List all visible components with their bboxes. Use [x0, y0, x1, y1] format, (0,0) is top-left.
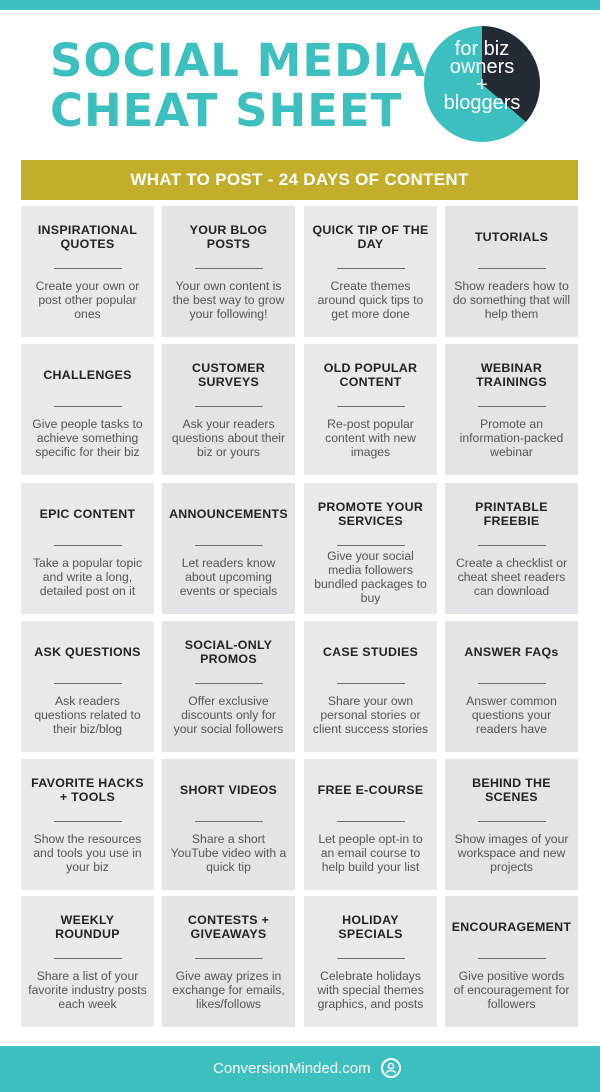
card-title: ASK QUESTIONS	[34, 645, 141, 659]
user-circle-icon	[381, 1058, 401, 1078]
card-description: Let people opt-in to an email course to help build your list	[318, 831, 423, 875]
content-card	[445, 344, 578, 475]
title-line-2: CHEAT SHEET	[50, 84, 403, 137]
badge-text	[424, 40, 540, 112]
card-description: Promote an information-packed webinar	[459, 416, 564, 460]
user-glyph	[383, 1060, 399, 1076]
content-card	[445, 759, 578, 890]
card-description: Show images of your workspace and new projects	[454, 831, 569, 875]
card-description: Ask readers questions related to their biz/blog	[34, 693, 141, 737]
content-card	[304, 344, 437, 475]
card-title: PROMOTE YOUR SERVICES	[317, 500, 424, 528]
content-card	[21, 344, 154, 475]
card-title: FAVORITE HACKS + TOOLS	[31, 776, 144, 804]
card-description: Give away prizes in exchange for emails, likes/follows	[172, 968, 285, 1012]
card-description: Let readers know about upcoming events or specials	[179, 555, 278, 599]
content-card	[162, 344, 295, 475]
card-description: Offer exclusive discounts only for your social followers	[173, 693, 284, 737]
card-description: Create a checklist or cheat sheet readers can download	[455, 555, 568, 599]
audience-badge	[424, 26, 540, 142]
content-card	[21, 206, 154, 337]
card-title: WEEKLY ROUNDUP	[55, 913, 120, 941]
badge-line-4: bloggers	[443, 92, 521, 114]
content-card	[162, 206, 295, 337]
card-description: Show readers how to do something that will help them	[452, 278, 571, 322]
footer-site-link[interactable]: ConversionMinded.com	[213, 1060, 371, 1077]
card-description: Ask your readers questions about their biz or yours	[171, 416, 286, 460]
content-card	[445, 206, 578, 337]
section-banner: WHAT TO POST - 24 DAYS OF CONTENT	[21, 160, 578, 200]
card-title: CHALLENGES	[43, 368, 132, 382]
card-title: TUTORIALS	[474, 230, 549, 244]
content-card	[304, 896, 437, 1027]
content-card	[162, 896, 295, 1027]
card-title: PRINTABLE FREEBIE	[475, 500, 548, 528]
badge-line-2: owners	[449, 56, 515, 78]
card-description: Give people tasks to achieve something specific for their biz	[32, 416, 143, 460]
content-card	[21, 896, 154, 1027]
card-description: Answer common questions your readers have	[466, 693, 557, 737]
card-description: Create themes around quick tips to get more done	[317, 278, 424, 322]
card-description: Give positive words of encouragement for followers	[453, 968, 570, 1012]
card-title: SOCIAL-ONLY PROMOS	[184, 638, 273, 666]
card-title: YOUR BLOG POSTS	[189, 223, 268, 251]
content-card	[445, 483, 578, 614]
content-card	[304, 759, 437, 890]
content-card	[21, 621, 154, 752]
card-description: Celebrate holidays with special themes graphics, and posts	[317, 968, 424, 1012]
content-card	[445, 621, 578, 752]
card-description: Re-post popular content with new images	[325, 416, 416, 460]
card-description: Take a popular topic and write a long, detailed post on it	[32, 555, 143, 599]
badge-line-3: +	[476, 74, 488, 96]
card-description: Share a list of your favorite industry posts each week	[28, 968, 147, 1012]
card-title: ANSWER FAQs	[464, 645, 559, 659]
content-card	[304, 206, 437, 337]
content-card	[162, 621, 295, 752]
footer-bar	[0, 1046, 600, 1092]
card-title: EPIC CONTENT	[39, 507, 136, 521]
card-title: SHORT VIDEOS	[179, 783, 278, 797]
card-description: Share your own personal stories or client success stories	[312, 693, 429, 737]
content-card	[304, 621, 437, 752]
card-description: Give your social media followers bundled packages to buy	[314, 548, 427, 606]
card-description: Share a short YouTube video with a quick tip	[170, 831, 287, 875]
title-line-1: SOCIAL MEDIA	[50, 34, 427, 87]
content-card	[21, 759, 154, 890]
content-card	[162, 759, 295, 890]
card-title: ANNOUNCEMENTS	[169, 507, 288, 521]
card-title: CONTESTS + GIVEAWAYS	[187, 913, 270, 941]
content-card	[21, 483, 154, 614]
card-description: Your own content is the best way to grow your following!	[172, 278, 285, 322]
card-title: HOLIDAY SPECIALS	[338, 913, 403, 941]
card-title: INSPIRATIONAL QUOTES	[37, 223, 138, 251]
card-description: Create your own or post other popular ones	[35, 278, 140, 322]
badge-line-1: for biz	[454, 38, 510, 60]
content-card	[304, 483, 437, 614]
content-card	[445, 896, 578, 1027]
card-title: CUSTOMER SURVEYS	[191, 361, 266, 389]
page-title	[50, 36, 430, 136]
card-title: CASE STUDIES	[322, 645, 419, 659]
card-title: FREE E-COURSE	[317, 783, 424, 797]
card-title: ENCOURAGEMENT	[451, 920, 572, 934]
content-card	[162, 483, 295, 614]
card-description: Show the resources and tools you use in your biz	[33, 831, 142, 875]
card-title: OLD POPULAR CONTENT	[323, 361, 418, 389]
card-title: BEHIND THE SCENES	[472, 776, 551, 804]
top-accent-bar	[0, 0, 600, 10]
card-title: QUICK TIP OF THE DAY	[312, 223, 429, 251]
card-title: WEBINAR TRAININGS	[476, 361, 547, 389]
